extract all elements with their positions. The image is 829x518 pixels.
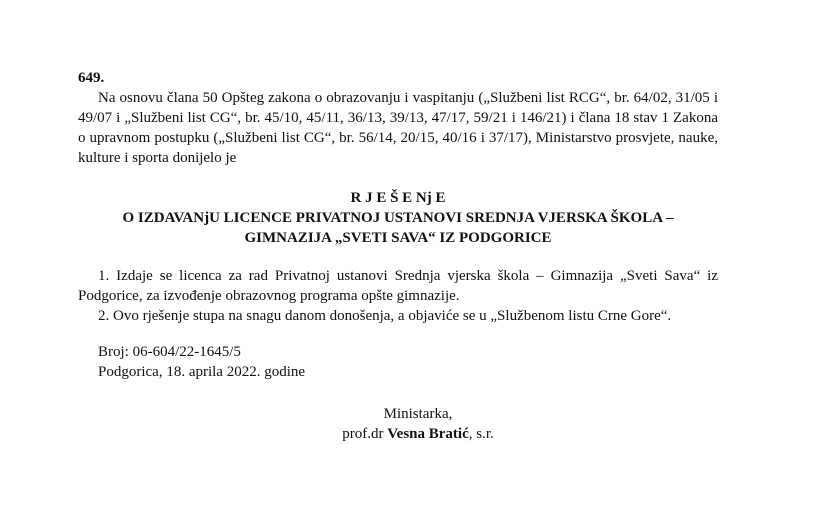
document-reference-number: Broj: 06-604/22-1645/5 [98,344,241,360]
decision-item-1: 1. Izdaje se licenca za rad Privatnoj ustanovi Srednja vjerska škola – Gimnazija „Sveti Sava“ iz Podgorice, za izvođenje obrazovnog programa opšte gimnazije. [78,268,718,304]
signatory-suffix: , s.r. [468,426,494,442]
preamble-paragraph: Na osnovu člana 50 Opšteg zakona o obrazovanju i vaspitanju („Službeni list RCG“, br. 64/02, 31/05 i 49/07 i „Službeni list CG“, br. 45/10, 45/11, 36/13, 39/13, 47/17, 59/21 i 146/21) i člana 18 stav 1 Zakona o upravnom postupku („Službeni list CG“, br. 56/14, 20/15, 40/16 i 37/17), Ministarstvo prosvjete, nauke, kulture i sporta donijelo je [78,90,718,166]
document-number: 649. [78,70,105,86]
signatory-title: prof.dr [342,426,388,442]
document-place-date: Podgorica, 18. aprila 2022. godine [98,364,306,380]
signature-block [78,404,718,444]
signatory-role: Ministarka, [383,406,453,422]
decision-item-2: 2. Ovo rješenje stupa na snagu danom donošenja, a objaviće se u „Službenom listu Crne Gore“. [98,308,672,324]
decision-heading: R J E Š E Nj E [350,190,446,206]
decision-subject-line-1: O IZDAVANjU LICENCE PRIVATNOJ USTANOVI SREDNJA VJERSKA ŠKOLA – [122,210,674,226]
document-page [78,68,718,444]
decision-items [78,266,718,326]
decision-subject-line-2: GIMNAZIJA „SVETI SAVA“ IZ PODGORICE [244,230,552,246]
decision-title [78,188,718,248]
signatory-name: Vesna Bratić [387,426,469,442]
document-meta [78,342,718,382]
signatory-line [118,424,718,444]
